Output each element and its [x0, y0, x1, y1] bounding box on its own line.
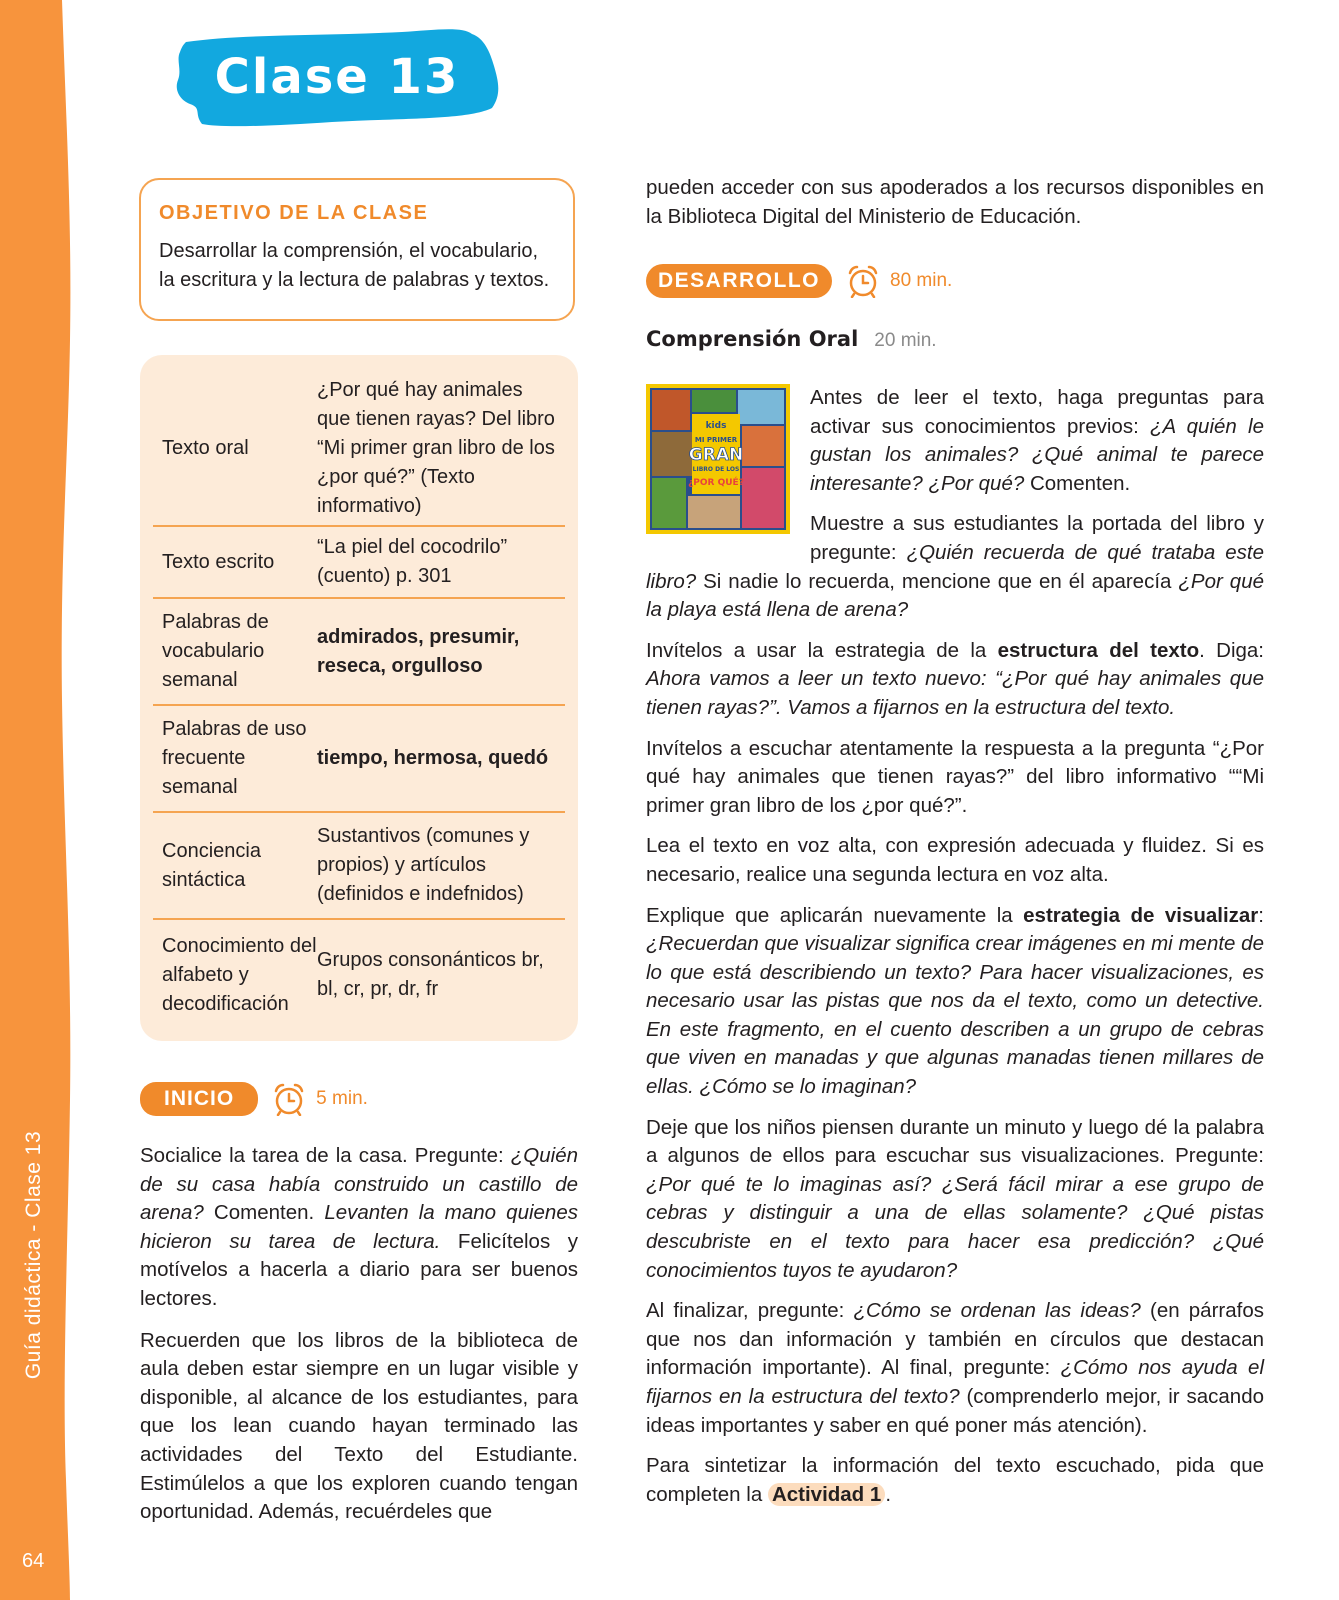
- continuation-text: [646, 174, 1264, 243]
- table-row-value: “La piel del cocodrilo” (cuento) p. 301: [317, 536, 508, 587]
- paragraph: Para sintetizar la información del texto escuchado, pida que completen la Actividad 1 .: [646, 1454, 1264, 1506]
- inicio-text: [140, 1142, 578, 1540]
- table-row: [153, 706, 565, 813]
- table-row-label: Conocimiento del alfabeto y decodificación: [162, 934, 317, 1015]
- objective-box: [139, 178, 575, 321]
- cover-gran-label: GRAN: [688, 445, 744, 465]
- table-row: [153, 599, 565, 706]
- comprension-header: [646, 327, 937, 352]
- inicio-time: 5 min.: [316, 1088, 368, 1109]
- objective-text: Desarrollar la comprensión, el vocabulario, la escritura y la lectura de palabras y textos.: [159, 240, 550, 291]
- paragraph: Invítelos a usar la estrategia de la estructura del texto. Diga: Ahora vamos a leer un texto nuevo: “¿Por qué hay animales que tienen rayas?”. Vamos a fijarnos en la estructura del texto.: [646, 638, 1264, 719]
- table-row: [153, 527, 565, 599]
- cover-primer-label: MI PRIMER: [694, 436, 738, 444]
- table-row-label: Texto escrito: [162, 550, 275, 573]
- table-row-value: tiempo, hermosa, quedó: [317, 747, 549, 769]
- cover-libro-label: LIBRO DE LOS: [692, 466, 740, 473]
- desarrollo-badge: DESARROLLO: [646, 264, 832, 298]
- table-row-label: Palabras de uso frecuente semanal: [162, 718, 307, 798]
- paragraph: Recuerden que los libros de la biblioteca de aula deben estar siempre en un lugar visible y disponible, al alcance de los estudiantes, para que los lean cuando hayan terminado las actividades del Texto del Estudiante. Estimúlelos a que los exploren cuando tengan oportunidad. Además, recuérdeles que: [140, 1328, 578, 1524]
- class-title-banner: [172, 24, 507, 130]
- table-row-label: Texto oral: [162, 436, 249, 459]
- paragraph: Lea el texto en voz alta, con expresión adecuada y fluidez. Si es necesario, realice una segunda lectura en voz alta.: [646, 834, 1264, 886]
- desarrollo-time: 80 min.: [890, 270, 953, 291]
- table-row: [153, 371, 565, 527]
- table-row-value: admirados, presumir, reseca, orgulloso: [317, 625, 520, 677]
- alarm-clock-icon: [272, 1082, 306, 1116]
- paragraph: Antes de leer el texto, haga preguntas para activar sus conocimientos previos: ¿A quién le gustan los animales? ¿Qué animal te parece interesante? ¿Por qué? Comenten.: [810, 386, 1264, 495]
- table-row-value: Sustantivos (comunes y propios) y artículos (definidos e indefnidos): [317, 825, 530, 905]
- table-row-value: Grupos consonánticos br, bl, cr, pr, dr, fr: [317, 949, 544, 1000]
- cover-kids-label: kids: [705, 421, 727, 431]
- book-cover-image: [646, 384, 790, 534]
- sidebar-label: Guía didáctica - Clase 13: [22, 1130, 45, 1380]
- alarm-clock-icon: [846, 264, 880, 298]
- table-row-label: Conciencia sintáctica: [162, 839, 261, 891]
- paragraph: Al finalizar, pregunte: ¿Cómo se ordenan las ideas? (en párrafos que nos dan información y también en círculos que destacan información importante). Al final, pregunte: ¿Cómo nos ayuda el fijarnos en la estructura del texto? (comprenderlo mejor, ir sacando ideas importantes y saber en qué poner más atención).: [646, 1299, 1264, 1437]
- paragraph: Muestre a sus estudiantes la portada del libro y pregunte: ¿Quién recuerda de qué trataba este libro? Si nadie lo recuerda, mencione que en él aparecía ¿Por qué la playa está llena de arena?: [646, 512, 1265, 622]
- class-info-table: [140, 355, 578, 1041]
- inicio-section-header: [140, 1082, 368, 1116]
- objective-heading: OBJETIVO DE LA CLASE: [159, 202, 429, 224]
- table-row-value: ¿Por qué hay animales que tienen rayas? Del libro “Mi primer gran libro de los ¿por qué?” (Texto informativo): [317, 378, 555, 517]
- comprension-time: 20 min.: [874, 330, 937, 351]
- table-row: [153, 920, 565, 1030]
- comprension-title: Comprensión Oral: [646, 327, 859, 351]
- paragraph: Explique que aplicarán nuevamente la estrategia de visualizar: ¿Recuerdan que visualizar significa crear imágenes en mi mente de lo que está describiendo un texto? Para hacer visualizaciones, es necesario usar las pistas que nos da el texto, como un detective. En este fragmento, en el cuento describen a un grupo de cebras que viven en manadas y que algunas manadas tienen millares de ellas. ¿Cómo se lo imaginan?: [646, 903, 1264, 1099]
- cover-porque-label: ¿POR QUÉ?: [688, 478, 744, 488]
- paragraph: Socialice la tarea de la casa. Pregunte: ¿Quién de su casa había construido un castillo de arena? Comenten. Levanten la mano quienes hicieron su tarea de lectura. Felicítelos y motívelos a hacerla a diario para ser buenos lectores.: [140, 1144, 578, 1310]
- page-number: 64: [22, 1550, 45, 1572]
- class-title: Clase 13: [214, 49, 460, 105]
- inicio-badge: INICIO: [140, 1082, 258, 1116]
- table-row-label: Palabras de vocabulario semanal: [162, 611, 269, 691]
- desarrollo-text: [646, 384, 1264, 1521]
- desarrollo-section-header: [646, 264, 952, 298]
- paragraph: Deje que los niños piensen durante un minuto y luego dé la palabra a algunos de ellos para escuchar sus visualizaciones. Pregunte: ¿Por qué te lo imaginas así? ¿Será fácil mirar a ese grupo de cebras y distinguir a una de ellas solamente? ¿Qué pistas descubriste en el texto para hacer esa predicción? ¿Qué conocimientos tuyos te ayudaron?: [646, 1115, 1264, 1282]
- sidebar: [0, 0, 72, 1600]
- paragraph: Invítelos a escuchar atentamente la respuesta a la pregunta “¿Por qué hay animales que tienen rayas?” del libro informativo ““Mi primer gran libro de los ¿por qué?”.: [646, 736, 1264, 817]
- table-row: [153, 813, 565, 920]
- paragraph: pueden acceder con sus apoderados a los recursos disponibles en la Biblioteca Digital del Ministerio de Educación.: [646, 176, 1264, 228]
- activity-highlight: Actividad 1: [768, 1483, 885, 1506]
